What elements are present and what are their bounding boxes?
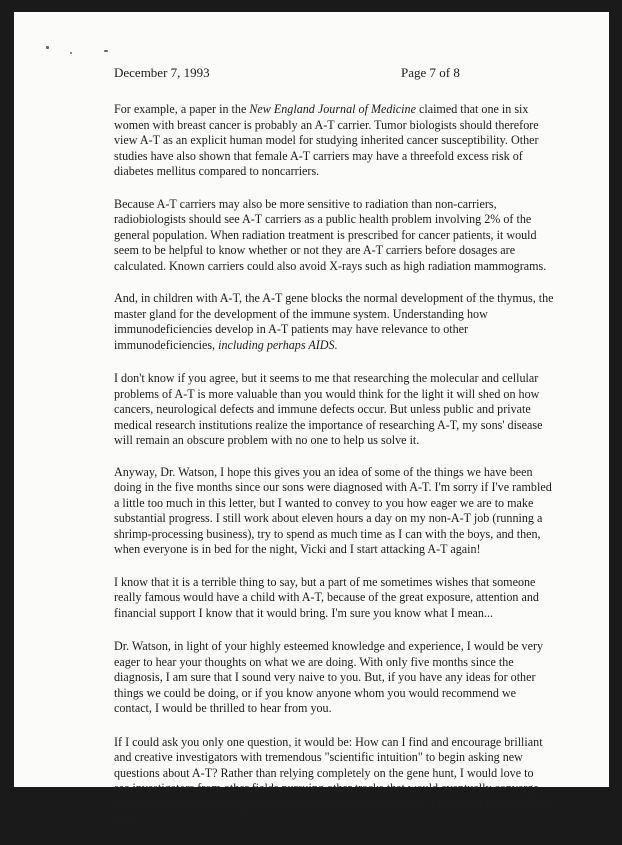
text-run: For example, a paper in the <box>114 102 250 116</box>
text-run: and creative investigators with tremendous "scientific intuition" to begin asking new <box>114 750 523 764</box>
text-run: a little too much in this letter, but I wanted to convey to you how eager we are to make <box>114 495 534 510</box>
text-run: things we could be doing, or if you know anyone whom you would recommend we <box>114 685 517 700</box>
text-run: questions about A-T? Rather than relying completely on the gene hunt, I would love to <box>114 765 534 780</box>
text-run: calculated. Known carriers could also avoid X-rays such as high radiation mammograms. <box>114 258 547 273</box>
text-run: contact, I would be thrilled to hear from you. <box>114 701 332 715</box>
paragraph <box>114 102 559 180</box>
letter-date: December 7, 1993 <box>114 65 210 80</box>
text-run: I don't know if you agree, but it seems to me that researching the molecular and cellular <box>114 371 539 385</box>
scan-mark <box>46 46 49 49</box>
text-run: claimed that one in six <box>415 102 529 116</box>
paragraph <box>114 735 559 828</box>
paragraph <box>114 639 559 717</box>
text-line <box>114 480 559 496</box>
text-run: substantial progress. I still work about eleven hours a day on my non-A-T job (running a <box>114 511 543 525</box>
scan-marks <box>46 38 116 58</box>
paragraph <box>114 291 559 353</box>
text-line <box>114 781 559 797</box>
text-line <box>114 575 559 591</box>
text-line <box>114 102 559 118</box>
text-run: women with breast cancer is probably an A-T carrier. Tumor biologists should therefore <box>114 117 539 132</box>
text-line <box>114 606 559 622</box>
text-run: really famous would have a child with A-T, because of the great exposure, attention and <box>114 590 539 604</box>
text-line <box>114 527 559 543</box>
text-line <box>114 338 559 354</box>
text-line <box>114 118 559 134</box>
italic-text: New England Journal of Medicine <box>249 102 416 116</box>
text-line <box>114 387 559 403</box>
text-line <box>114 371 559 387</box>
text-line <box>114 212 559 228</box>
text-line <box>114 149 559 165</box>
text-line <box>114 228 559 244</box>
text-run: diagnosis, I am sure that I sound very naive to you. But, if you have any ideas for other <box>114 670 536 684</box>
text-line <box>114 418 559 434</box>
scan-mark <box>104 50 108 52</box>
text-line <box>114 496 559 512</box>
text-line <box>114 542 559 558</box>
text-line <box>114 670 559 686</box>
text-run: And, in children with A-T, the A-T gene blocks the normal development of the thymus, the <box>114 291 554 305</box>
text-line <box>114 750 559 766</box>
text-line <box>114 701 559 717</box>
paragraph <box>114 371 559 449</box>
text-line <box>114 686 559 702</box>
paragraph <box>114 575 559 622</box>
text-run: Anyway, Dr. Watson, I hope this gives you an idea of some of the things we have been <box>114 464 533 479</box>
text-run: financial support I know that it would bring. I'm sure you know what I mean... <box>114 605 494 620</box>
text-line <box>114 402 559 418</box>
text-line <box>114 133 559 149</box>
text-run: when everyone is in bed for the night, Vicki and I start attacking A-T again! <box>114 542 481 556</box>
text-run: immunodeficiencies develop in A-T patients may have relevance to other <box>114 322 469 336</box>
paragraph <box>114 465 559 558</box>
text-run: studies have also shown that female A-T carriers may have a threefold excess risk of <box>114 148 523 163</box>
text-run: diabetes mellitus compared to noncarriers. <box>114 164 320 178</box>
text-line <box>114 197 559 213</box>
text-line <box>114 307 559 323</box>
text-run: immunodeficiencies, <box>114 337 219 352</box>
text-run: radiobiologists should see A-T carriers as a public health problem involving 2% of the <box>114 212 532 226</box>
text-run: cancers, neurological defects and immune defects occur. But unless public and private <box>114 402 531 416</box>
text-run: you? <box>114 812 138 826</box>
text-line <box>114 639 559 655</box>
text-run: will remain an obscure problem with no one to help us solve it. <box>114 433 420 447</box>
text-line <box>114 655 559 671</box>
text-line <box>114 433 559 449</box>
italic-text: including perhaps AIDS. <box>218 337 338 352</box>
scan-mark <box>70 52 72 54</box>
text-line <box>114 259 559 275</box>
page-number: Page 7 of 8 <box>401 65 460 80</box>
text-run: master gland for the development of the immune system. Understanding how <box>114 306 488 321</box>
text-run: Dr. Watson, in light of your highly esteemed knowledge and experience, I would be very <box>114 639 544 653</box>
text-run: see investigators from other fields pursuing other tracks that would eventually converge <box>114 781 539 795</box>
text-line <box>114 797 559 813</box>
text-line <box>114 322 559 338</box>
text-run: medical research institutions realize the importance of researching A-T, my sons' disease <box>114 417 543 432</box>
paragraph <box>114 197 559 275</box>
text-run: general population. When radiation treatment is prescribed for cancer patients, it would <box>114 227 537 242</box>
text-run: If I could ask you only one question, it would be: How can I find and encourage brilliant <box>114 734 543 749</box>
text-line <box>114 766 559 782</box>
text-line <box>114 291 559 307</box>
text-run: shrimp-processing business), try to spend as much time as I can with the boys, and then, <box>114 526 541 541</box>
text-line <box>114 243 559 259</box>
text-run: I know that it is a terrible thing to say, but a part of me sometimes wishes that someone <box>114 574 536 589</box>
text-run: eager to hear your thoughts on what we are doing. With only five months since the <box>114 654 514 669</box>
text-line <box>114 590 559 606</box>
text-line <box>114 735 559 751</box>
text-run: Because A-T carriers may also be more sensitive to radiation than non-carriers, <box>114 196 497 211</box>
text-run: view A-T as an explicit human model for studying inherited cancer susceptibility. Other <box>114 133 539 147</box>
text-run: seem to be helpful to know whether or not they are A-T carriers before dosages are <box>114 243 516 257</box>
text-run: doing in the five months since our sons were diagnosed with A-T. I'm sorry if I've rambled <box>114 480 552 494</box>
letter-page <box>14 12 609 826</box>
text-line <box>114 465 559 481</box>
text-run: problems of A-T is more valuable than you would think for the light it will shed on how <box>114 386 540 401</box>
text-line <box>114 164 559 180</box>
text-run: with the genetics route, or possibly discover a treatment sooner... Does this make sense to <box>114 796 548 811</box>
text-line <box>114 511 559 527</box>
text-line <box>114 812 559 828</box>
letter-body <box>114 102 559 845</box>
